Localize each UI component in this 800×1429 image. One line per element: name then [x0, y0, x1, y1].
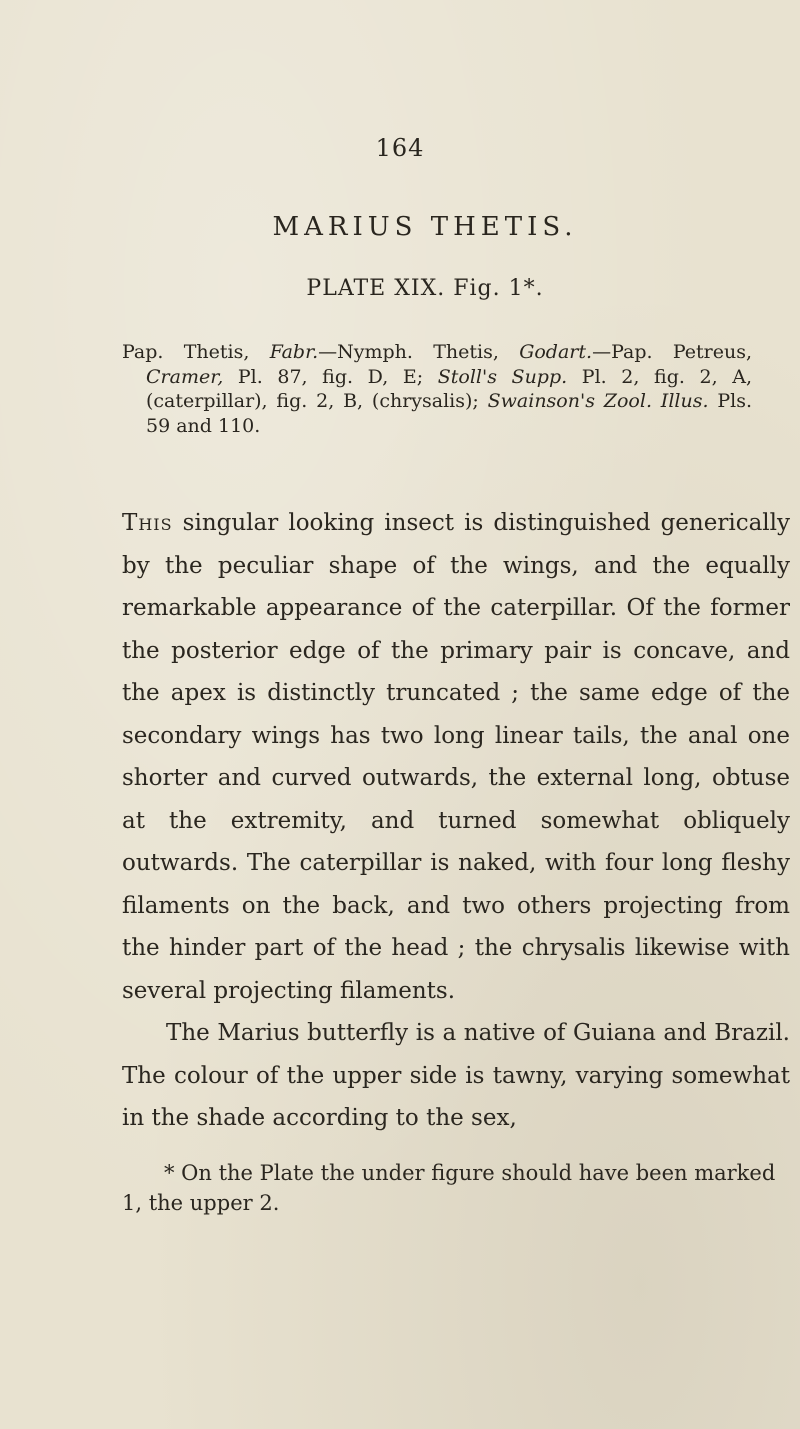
synonymy-text: Pl. 2, fig. 2, A, (caterpillar), fig. 2, B, (chrysalis); [146, 365, 752, 412]
synonymy-block [122, 340, 752, 438]
synonymy-author: Fabr. [269, 341, 319, 363]
paragraph-text: singular looking insect is distinguished generically by the peculiar shape of the wings, and the equally remarkable appearance of the caterpillar. Of the former the posterior edge of the primary pair is concave, and the apex is distinctly truncated ; the same edge of the secondary wings has two long linear tails, the anal one shorter and curved outwards, the external long, obtuse at the extremity, and turned somewhat obliquely outwards. The caterpillar is naked, with four long fleshy filaments on the back, and two others projecting from the hinder part of the head ; the chrysalis likewise with several projecting filaments. [122, 510, 790, 1004]
paragraph-lead-word: This [122, 510, 173, 536]
footnote [122, 1158, 790, 1218]
page-number: 164 [375, 134, 425, 162]
body-paragraph [122, 502, 790, 1012]
synonymy-text: Pap. Thetis, [122, 341, 270, 363]
synonymy-text: Pl. 87, fig. D, E; [223, 365, 438, 388]
synonymy-text: —Nymph. Thetis, [318, 341, 520, 363]
species-title: MARIUS THETIS. [272, 212, 578, 242]
synonymy-text: Pls. 59 and 110. [146, 390, 752, 437]
synonymy-author: Swainson's Zool. Illus. [487, 390, 709, 412]
body-paragraph: The Marius butterfly is a native of Guiana and Brazil. The colour of the upper side is tawny, varying somewhat in the shade according to the sex, [122, 1020, 790, 1131]
footnote-text: * On the Plate the under figure should have been marked 1, the upper 2. [122, 1161, 776, 1215]
synonymy-text: —Pap. Petreus, [592, 341, 752, 363]
plate-reference: PLATE XIX. Fig. 1*. [306, 276, 544, 301]
synonymy-author: Cramer, [146, 365, 224, 388]
synonymy-author: Stoll's Supp. [437, 365, 568, 388]
body-text [122, 502, 790, 1140]
synonymy-paragraph [122, 340, 752, 438]
synonymy-author: Godart. [519, 341, 593, 363]
